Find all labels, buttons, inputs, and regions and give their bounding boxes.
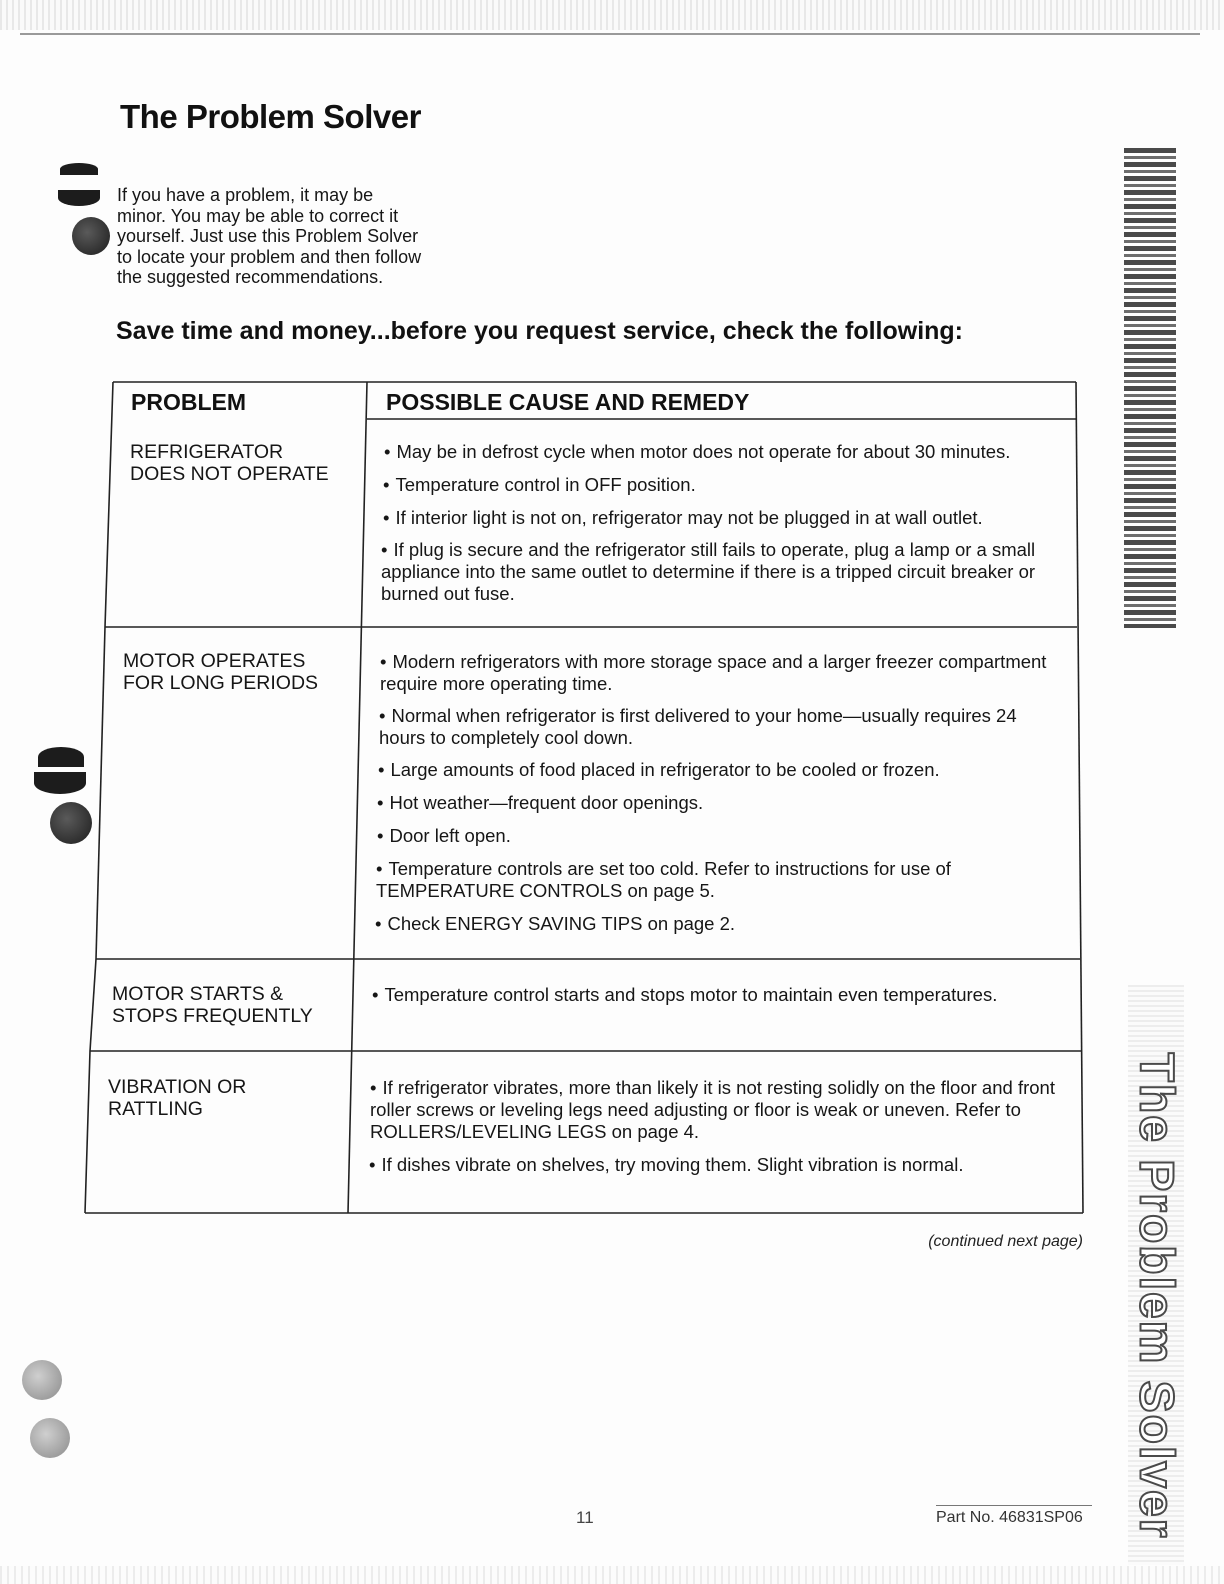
scan-noise-bottom: [0, 1566, 1224, 1584]
section-tab-label: The Problem Solver: [1129, 1052, 1183, 1540]
binder-hole-faint-icon: [30, 1418, 70, 1458]
problem-label: REFRIGERATOR DOES NOT OPERATE: [130, 441, 329, 485]
problem-label: MOTOR STARTS & STOPS FREQUENTLY: [112, 983, 313, 1027]
problem-solver-table: [84, 381, 1084, 1215]
remedy-item: • Door left open.: [377, 825, 511, 846]
top-rule: [20, 33, 1200, 35]
part-number-rule: [936, 1505, 1092, 1506]
remedy-item: • Temperature control in OFF position.: [383, 474, 696, 495]
binder-mark-icon: [58, 190, 100, 206]
remedy-item: • Normal when refrigerator is first delivered to your home—usually requires 24 hours to completely cool down.: [379, 705, 1017, 748]
binder-mark-icon: [38, 747, 84, 767]
part-number: Part No. 46831SP06: [936, 1509, 1083, 1526]
page-title: The Problem Solver: [120, 98, 421, 135]
intro-paragraph: If you have a problem, it may be minor. You may be able to correct it yourself. Just use this Problem Solver to locate your problem and then follow the suggested recommendations.: [117, 185, 422, 288]
remedy-item: • Modern refrigerators with more storage space and a larger freezer compartment require more operating time.: [380, 651, 1047, 694]
remedy-item: • Large amounts of food placed in refrigerator to be cooled or frozen.: [378, 759, 940, 780]
header-problem: PROBLEM: [131, 389, 246, 415]
continued-note: (continued next page): [928, 1233, 1083, 1250]
scan-noise-top: [0, 0, 1224, 30]
binder-hole-faint-icon: [22, 1360, 62, 1400]
problem-label: VIBRATION OR RATTLING: [108, 1076, 247, 1120]
remedy-item: • If refrigerator vibrates, more than likely it is not resting solidly on the floor and front roller screws or leveling legs need adjusting or floor is weak or uneven. Refer to ROLLERS/LEVELING LEGS on page 4.: [370, 1077, 1055, 1142]
remedy-item: • If interior light is not on, refrigerator may not be plugged in at wall outlet.: [383, 507, 983, 528]
subheading: Save time and money...before you request service, check the following:: [116, 317, 964, 345]
binder-hole-icon: [72, 217, 110, 255]
remedy-item: • Temperature controls are set too cold. Refer to instructions for use of TEMPERATURE CONTROLS on page 5.: [376, 858, 951, 901]
binder-mark-icon: [60, 163, 98, 175]
remedy-item: • Check ENERGY SAVING TIPS on page 2.: [375, 913, 736, 934]
remedy-item: • May be in defrost cycle when motor does not operate for about 30 minutes.: [384, 441, 1011, 462]
remedy-item: • Temperature control starts and stops motor to maintain even temperatures.: [372, 984, 998, 1005]
problem-label: MOTOR OPERATES FOR LONG PERIODS: [123, 650, 319, 694]
remedy-item: • If dishes vibrate on shelves, try moving them. Slight vibration is normal.: [369, 1154, 964, 1175]
edge-index-strip: [1124, 148, 1176, 628]
remedy-item: • If plug is secure and the refrigerator still fails to operate, plug a lamp or a small appliance into the same outlet to determine if there is a tripped circuit breaker or burned out fuse.: [381, 539, 1036, 604]
header-remedy: POSSIBLE CAUSE AND REMEDY: [386, 389, 750, 415]
page-number: 11: [576, 1508, 594, 1527]
binder-mark-icon: [34, 772, 86, 794]
remedy-item: • Hot weather—frequent door openings.: [377, 792, 704, 813]
